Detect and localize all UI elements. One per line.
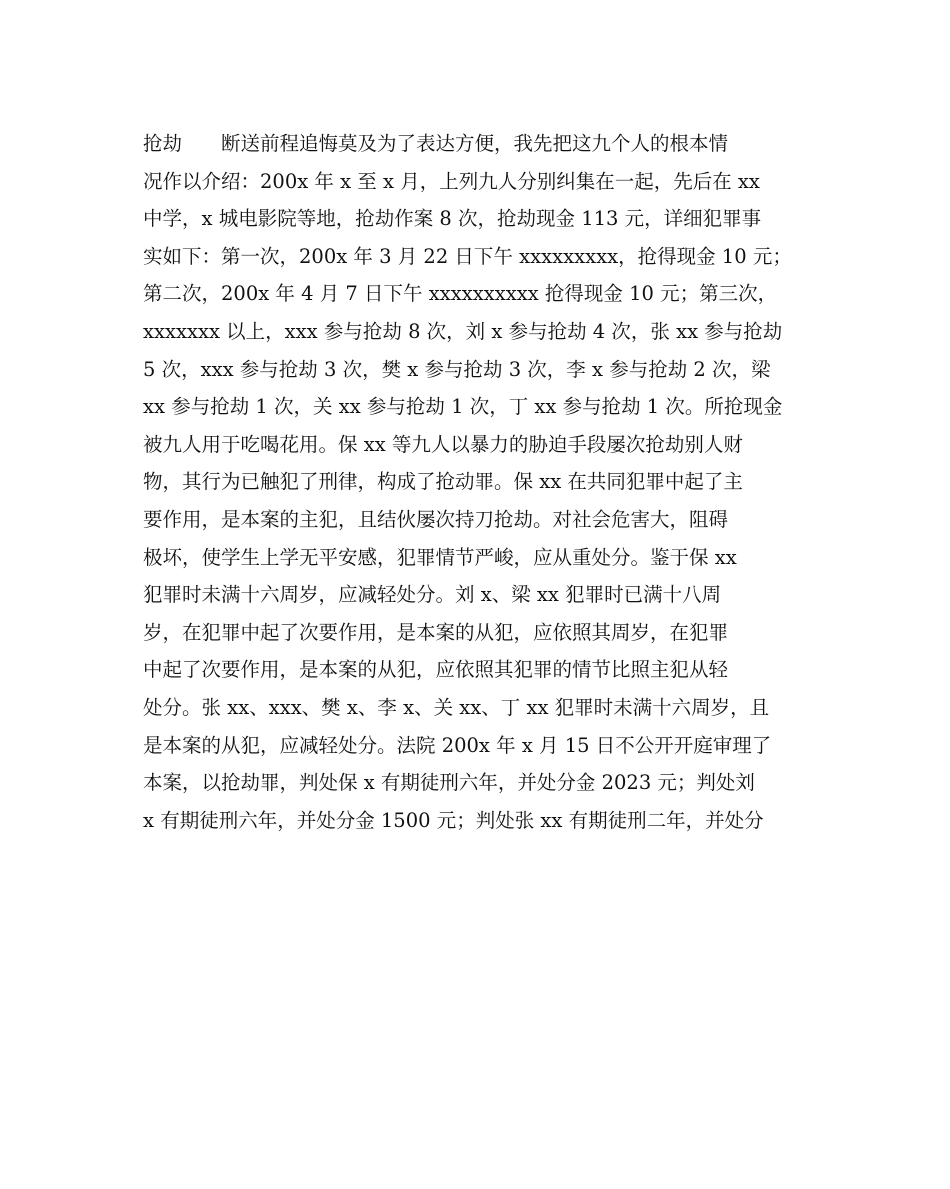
text-line: 犯罪时未满十六周岁，应减轻处分。刘 x、梁 xx 犯罪时已满十八周 bbox=[143, 583, 722, 607]
text-line: x 有期徒刑六年，并处分金 1500 元；判处张 xx 有期徒刑二年，并处分 bbox=[143, 808, 764, 832]
text-line: 本案，以抢劫罪，判处保 x 有期徒刑六年，并处分金 2023 元；判处刘 bbox=[143, 771, 755, 795]
text-line: 实如下：第一次，200x 年 3 月 22 日下午 xxxxxxxxx，抢得现金 10 元； bbox=[143, 244, 792, 268]
text-line: xx 参与抢劫 1 次，关 xx 参与抢劫 1 次，丁 xx 参与抢劫 1 次。所抢现金 bbox=[143, 395, 783, 419]
text-line: 岁，在犯罪中起了次要作用，是本案的从犯，应依照其周岁，在犯罪 bbox=[143, 620, 729, 644]
text-line: 抢劫 断送前程追悔莫及为了表达方便，我先把这九个人的根本情 bbox=[143, 132, 729, 155]
text-line: 中学，x 城电影院等地，抢劫作案 8 次，抢劫现金 113 元，详细犯罪事 bbox=[143, 207, 762, 231]
text-line: 要作用，是本案的主犯，且结伙屡次持刀抢劫。对社会危害大，阻碍 bbox=[143, 507, 729, 531]
text-line: xxxxxxx 以上，xxx 参与抢劫 8 次，刘 x 参与抢劫 4 次，张 xx 参与抢劫 bbox=[143, 319, 783, 343]
text-line: 第二次，200x 年 4 月 7 日下午 xxxxxxxxxx 抢得现金 10 元；第三次， bbox=[143, 282, 778, 306]
text-line: 5 次，xxx 参与抢劫 3 次，樊 x 参与抢劫 3 次，李 x 参与抢劫 2 次，梁 bbox=[143, 357, 771, 381]
document-body bbox=[143, 125, 823, 839]
text-line: 是本案的从犯，应减轻处分。法院 200x 年 x 月 15 日不公开开庭审理了 bbox=[143, 733, 772, 757]
text-line: 处分。张 xx、xxx、樊 x、李 x、关 xx、丁 xx 犯罪时未满十六周岁，且 bbox=[143, 695, 770, 719]
text-line: 极坏，使学生上学无平安感，犯罪情节严峻，应从重处分。鉴于保 xx bbox=[143, 545, 737, 569]
text-line: 被九人用于吃喝花用。保 xx 等九人以暴力的胁迫手段屡次抢劫别人财 bbox=[143, 432, 743, 456]
text-line: 况作以介绍：200x 年 x 至 x 月，上列九人分别纠集在一起，先后在 xx bbox=[143, 169, 760, 193]
text-line: 中起了次要作用，是本案的从犯，应依照其犯罪的情节比照主犯从轻 bbox=[143, 658, 729, 682]
text-line: 物，其行为已触犯了刑律，构成了抢动罪。保 xx 在共同犯罪中起了主 bbox=[143, 470, 743, 494]
